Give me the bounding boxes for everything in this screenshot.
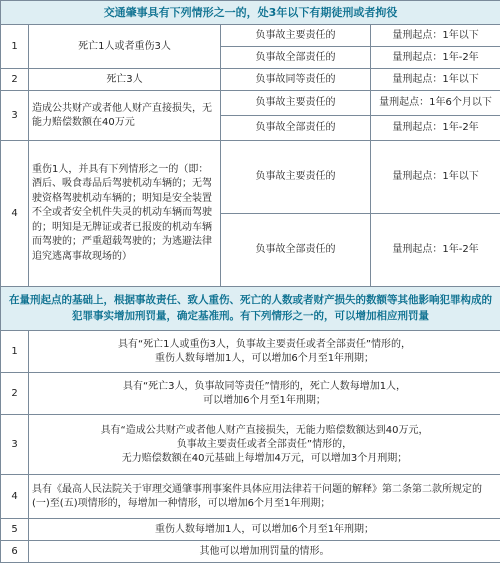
section2-title: 在量刑起点的基础上，根据事故责任、致人重伤、死亡的人数或者财产损失的数额等其他影响犯罪构成的犯罪事实增加刑罚量，确定基准刑。有下列情形之一的，可以增加相应刑罚量: [1, 287, 500, 331]
rule-line: 重伤人数每增加1人，可以增加6个月至1年刑期；: [154, 523, 375, 535]
increase-rule: [29, 519, 500, 541]
responsibility-level: 负事故全部责任的: [221, 214, 371, 287]
responsibility-level: 负事故同等责任的: [221, 69, 371, 91]
responsibility-level: 负事故主要责任的: [221, 25, 371, 47]
rule-line: 无力赔偿数额在40元基础上每增加4万元，可以增加3个月刑期；: [121, 452, 408, 464]
sentencing-start: 量刑起点：1年-2年: [371, 47, 500, 69]
sentencing-start: 量刑起点：1年以下: [371, 25, 500, 47]
increase-rule: [29, 415, 500, 475]
rule-line: 重伤人数每增加1人，可以增加6个月至1年刑期；: [154, 352, 375, 364]
sentencing-start: 量刑起点：1年6个月以下: [371, 91, 500, 116]
row-number: 1: [1, 25, 29, 69]
increase-rule: [29, 373, 500, 415]
rule-line: 具有“造成公共财产或者他人财产直接损失，无能力赔偿数额达到40万元，: [100, 424, 429, 436]
responsibility-level: 负事故全部责任的: [221, 116, 371, 141]
sentencing-start: 量刑起点：1年-2年: [371, 116, 500, 141]
rule-line: 可以增加6个月至1年刑期；: [203, 394, 326, 406]
increase-rule: [29, 331, 500, 373]
offense-condition: 重伤1人，并具有下列情形之一的（即：酒后、吸食毒品后驾驶机动车辆的；无驾驶资格驾驶机动车辆的；明知是安全装置不全或者安全机件失灵的机动车辆而驾驶的；明知是无牌证或者已报废的机动车辆而驾驶的；严重超载驾驶的；为逃避法律追究逃离事故现场的）: [29, 141, 221, 287]
sentencing-start: 量刑起点：1年以下: [371, 69, 500, 91]
row-number: 5: [1, 519, 29, 541]
row-number: 2: [1, 69, 29, 91]
row-number: 3: [1, 415, 29, 475]
rule-line: 具有《最高人民法院关于审理交通肇事刑事案件具体应用法律若干问题的解释》第二条第二款所规定的(一)至(五)项情形的，每增加一种情形，可以增加6个月至1年刑期；: [32, 483, 482, 509]
increase-rule: [29, 541, 500, 563]
row-number: 6: [1, 541, 29, 563]
sentencing-start: 量刑起点：1年以下: [371, 141, 500, 214]
responsibility-level: 负事故主要责任的: [221, 91, 371, 116]
rule-line: 具有“死亡1人或重伤3人，负事故主要责任或者全部责任”情形的，: [117, 338, 412, 350]
responsibility-level: 负事故全部责任的: [221, 47, 371, 69]
rule-line: 其他可以增加刑罚量的情形。: [199, 545, 330, 557]
row-number: 2: [1, 373, 29, 415]
offense-condition: 死亡3人: [29, 69, 221, 91]
row-number: 4: [1, 141, 29, 287]
row-number: 1: [1, 331, 29, 373]
section1-title: 交通肇事具有下列情形之一的，处3年以下有期徒刑或者拘役: [1, 1, 500, 25]
rule-line: 具有“死亡3人，负事故同等责任”情形的，死亡人数每增加1人，: [122, 380, 407, 392]
row-number: 4: [1, 475, 29, 519]
rule-line: 负事故主要责任或者全部责任”情形的，: [176, 438, 353, 450]
increase-rule: [29, 475, 500, 519]
offense-condition: 造成公共财产或者他人财产直接损失，无能力赔偿数额在40万元: [29, 91, 221, 141]
sentencing-start: 量刑起点：1年-2年: [371, 214, 500, 287]
row-number: 3: [1, 91, 29, 141]
offense-condition: 死亡1人或者重伤3人: [29, 25, 221, 69]
responsibility-level: 负事故主要责任的: [221, 141, 371, 214]
